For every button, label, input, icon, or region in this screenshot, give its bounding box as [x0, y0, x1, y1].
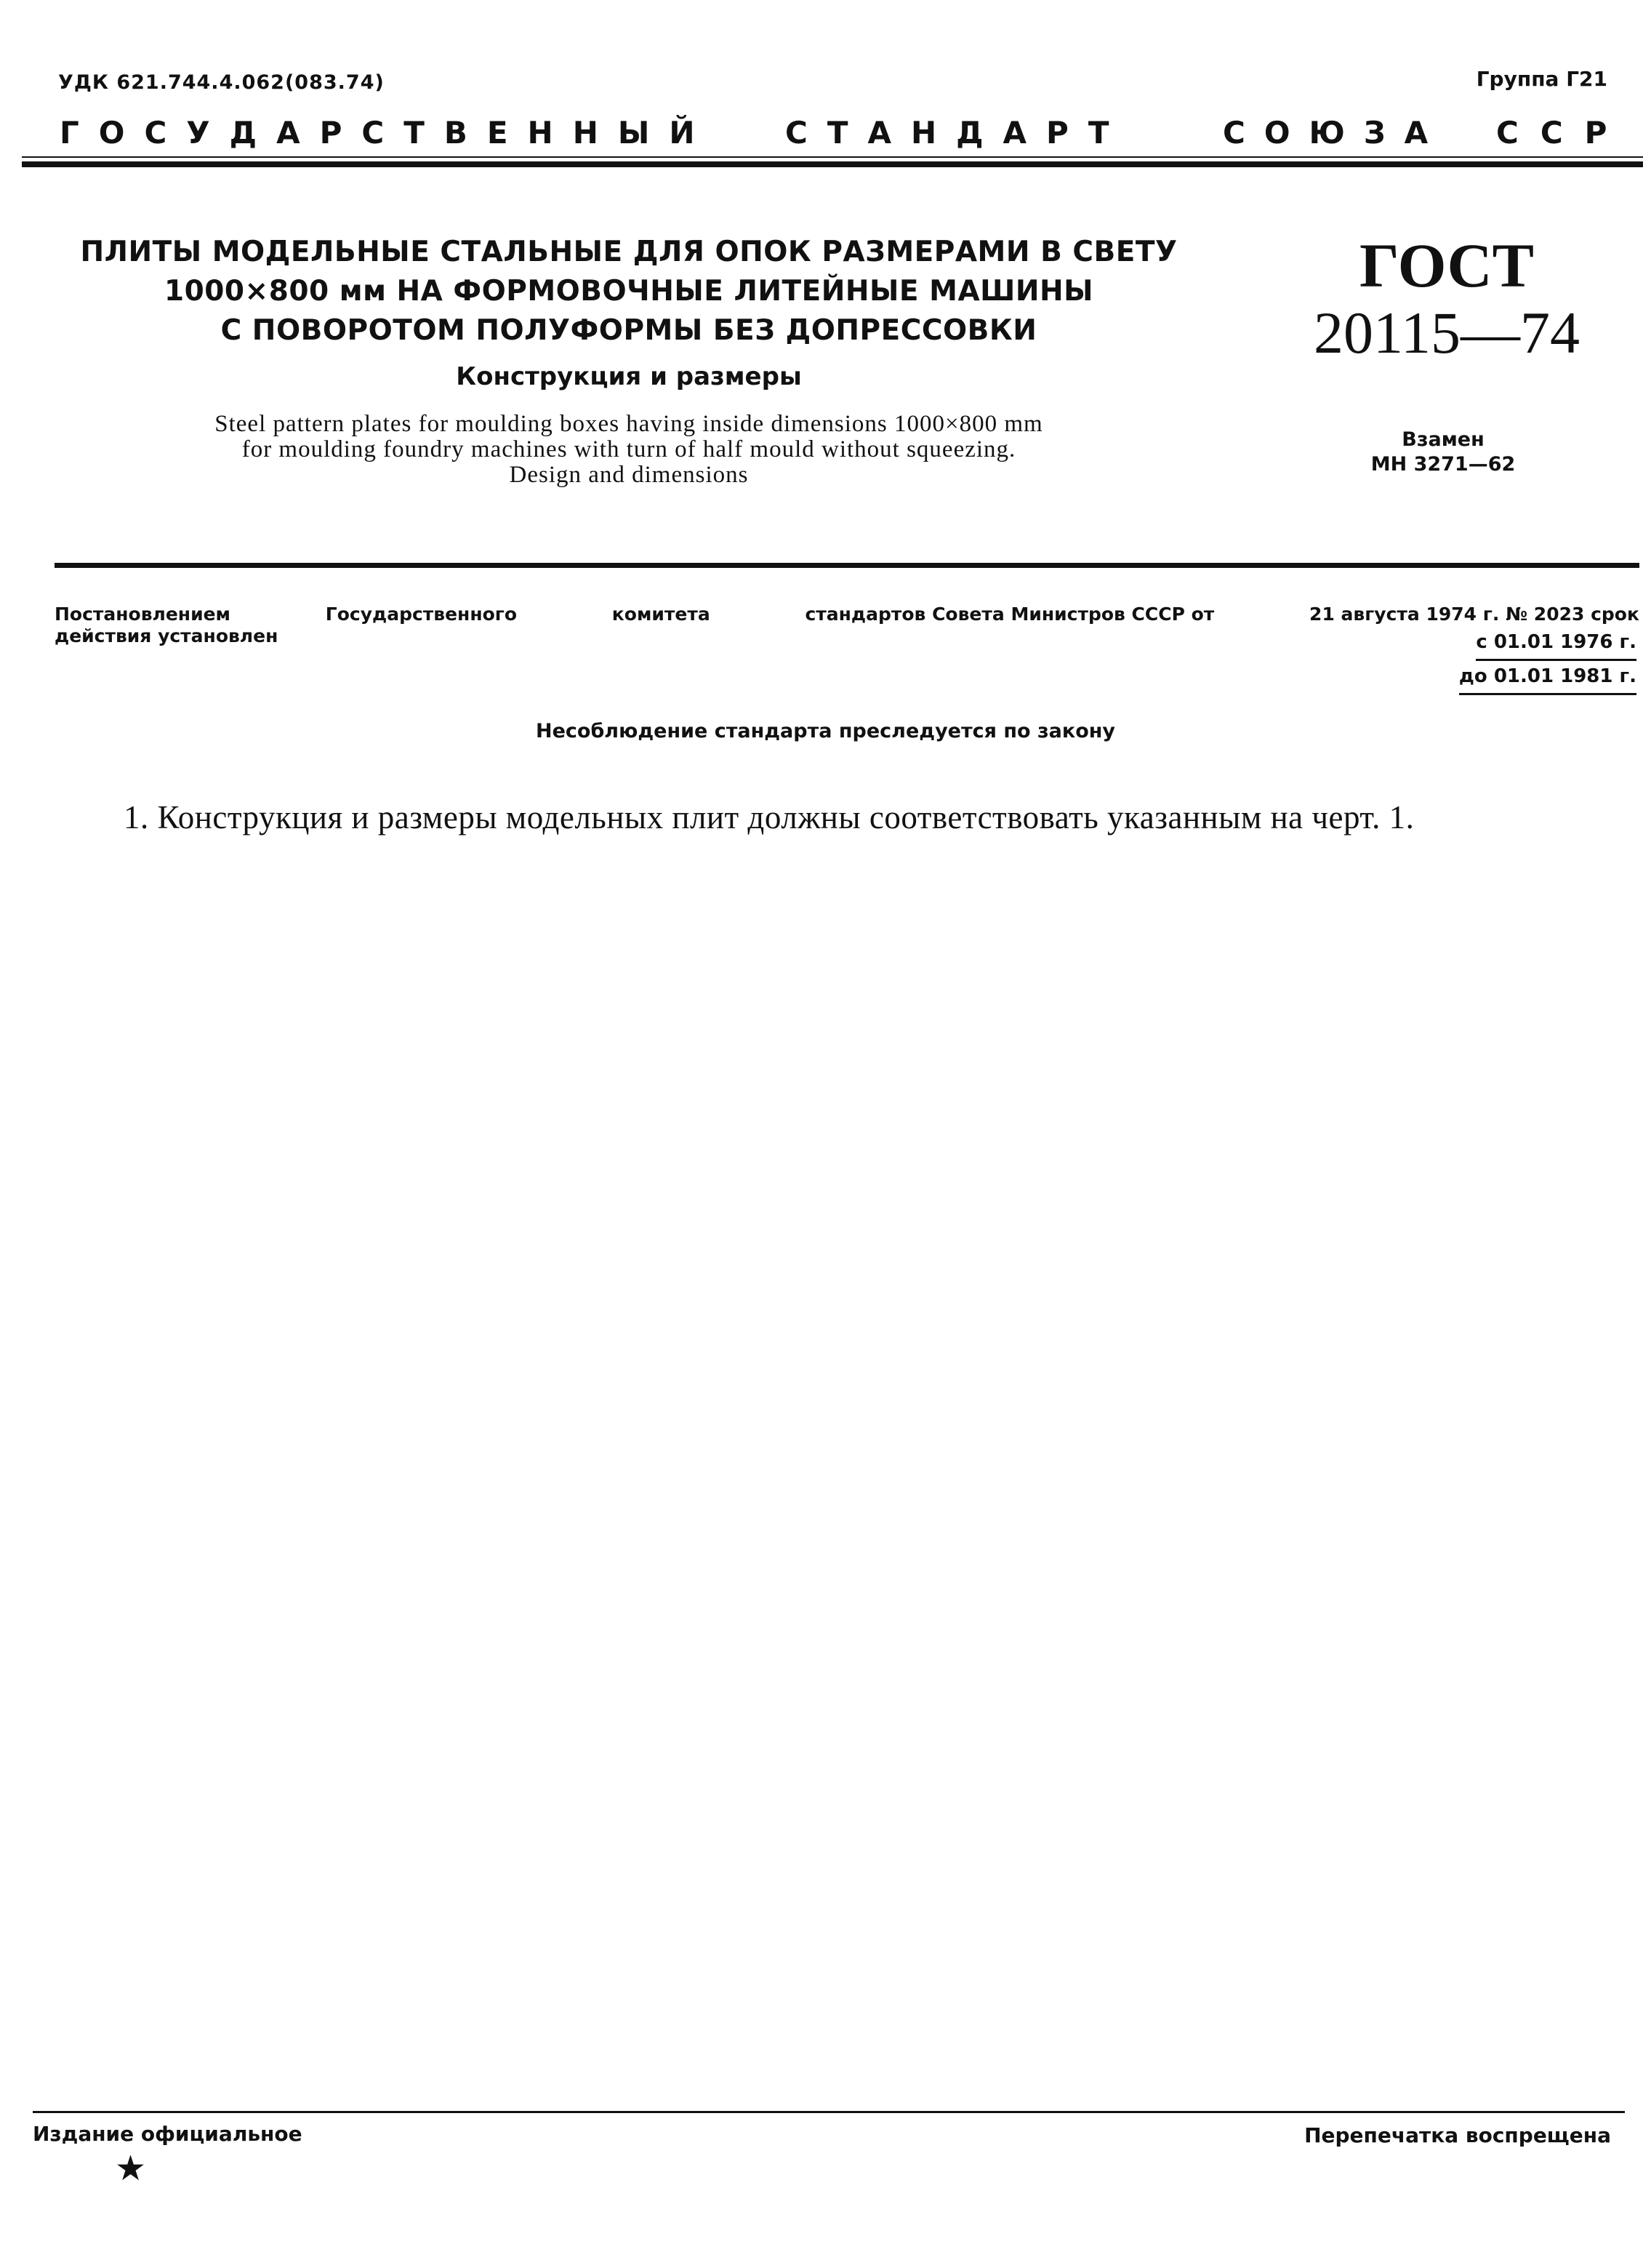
- english-title-line: Design and dimensions: [509, 462, 749, 488]
- english-title: [58, 412, 1200, 488]
- section-rule: [55, 563, 1639, 568]
- gost-word: ГОСТ: [1359, 231, 1534, 300]
- title-line: С ПОВОРОТОМ ПОЛУФОРМЫ БЕЗ ДОПРЕССОВКИ: [220, 314, 1037, 347]
- law-notice: Несоблюдение стандарта преследуется по закону: [535, 720, 1116, 742]
- replaces-value: МН 3271—62: [1370, 453, 1516, 476]
- udk-code: УДК 621.744.4.062(083.74): [58, 71, 385, 94]
- reprint-note: Перепечатка воспрещена: [1304, 2123, 1611, 2147]
- title-line: 1000×800 мм НА ФОРМОВОЧНЫЕ ЛИТЕЙНЫЕ МАШИНЫ: [164, 275, 1094, 308]
- decree-line: [55, 604, 1639, 625]
- state-heading-word: ССР: [1496, 115, 1629, 151]
- header-rule-thin: [22, 156, 1643, 158]
- header-rule: [22, 161, 1643, 167]
- decree-text: [55, 604, 1639, 647]
- validity-period: [1459, 627, 1636, 695]
- english-title-line: for moulding foundry machines with turn of half mould without squeezing.: [241, 436, 1016, 462]
- decree-word: Постановлением: [55, 604, 230, 625]
- title-subtitle: Конструкция и размеры: [456, 362, 802, 391]
- gost-designation: [1280, 233, 1614, 368]
- footer-rule: [33, 2111, 1625, 2113]
- replaces-block: [1316, 428, 1570, 477]
- valid-from: с 01.01 1976 г.: [1476, 627, 1636, 661]
- title-line: ПЛИТЫ МОДЕЛЬНЫЕ СТАЛЬНЫЕ ДЛЯ ОПОК РАЗМЕРАМИ В СВЕТУ: [80, 236, 1178, 268]
- title-block: [58, 233, 1200, 488]
- paragraph-1: 1. Конструкция и размеры модельных плит должны соответствовать указанным на черт. 1.: [124, 799, 1415, 836]
- decree-word: Государственного: [325, 604, 518, 625]
- decree-word: стандартов Совета Министров СССР от: [805, 604, 1215, 625]
- decree-line: действия установлен: [55, 625, 278, 646]
- state-heading-word: СОЮЗА: [1223, 115, 1447, 151]
- decree-word: комитета: [611, 604, 710, 625]
- group-code: Группа Г21: [1476, 67, 1607, 91]
- state-heading-word: СТАНДАРТ: [785, 115, 1129, 151]
- decree-word: 21 августа 1974 г. № 2023 срок: [1309, 604, 1639, 625]
- replaces-label: Взамен: [1402, 428, 1485, 451]
- edition-note: Издание официальное: [33, 2122, 302, 2146]
- state-heading-word: ГОСУДАРСТВЕННЫЙ: [60, 115, 715, 151]
- gost-number: 20115—74: [1314, 300, 1580, 366]
- valid-until: до 01.01 1981 г.: [1459, 661, 1636, 695]
- english-title-line: Steel pattern plates for moulding boxes having inside dimensions 1000×800 mm: [214, 411, 1043, 437]
- star-icon: ★: [115, 2148, 147, 2189]
